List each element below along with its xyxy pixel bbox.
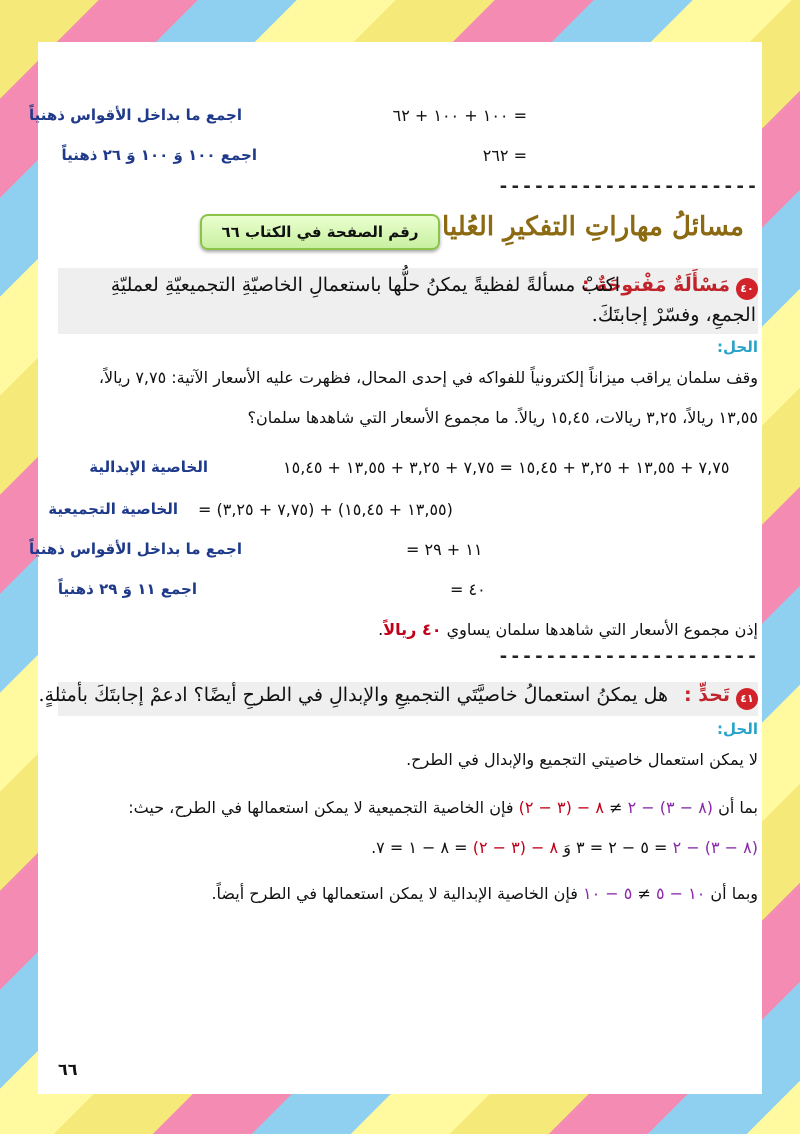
q41-text: هل يمكنُ استعمالُ خاصيَّتَي التجميعِ والإبدالِ في الطرحِ أيضًا؟ ادعمْ إجابتَكَ بأمثلةٍ.: [38, 684, 668, 706]
sol41-l3-b: = ٥ − ٢ = ٣ وَ: [563, 838, 668, 857]
solution-label-40: الحل:: [717, 338, 758, 356]
top-note-1: اجمع ما بداخل الأقواس ذهنياً: [28, 106, 242, 124]
q40-text-1: اكتبْ مسألةً لفظيةً يمكنُ حلُّها باستعمالِ الخاصيّةِ التجميعيّةِ لعمليّةِ: [110, 274, 620, 296]
sol41-l4-e: فإن الخاصية الإبدالية لا يمكن استعمالها في الطرح أيضاً.: [211, 884, 578, 903]
sol41-l2-b: (٨ − ٣) − ٢: [627, 798, 714, 817]
sol41-l2-c: ≠: [609, 798, 623, 817]
page-number: ٦٦: [58, 1060, 78, 1079]
sol41-line-1: لا يمكن استعمال خاصيتي التجميع والإبدال في الطرح.: [406, 750, 758, 769]
solution-label-41: الحل:: [717, 720, 758, 738]
top-expr-2: = ٢٦٢: [482, 146, 527, 165]
sol41-l2-d: ٨ − (٣ − ٢): [518, 798, 605, 817]
q41-number: ٤١: [736, 688, 758, 710]
book-page-box: رقم الصفحة في الكتاب ٦٦: [200, 214, 440, 250]
sol40-note-1: الخاصية الإبدالية: [89, 458, 208, 476]
sol40-note-3: اجمع ما بداخل الأقواس ذهنياً: [28, 540, 242, 558]
page-sheet: [28, 42, 762, 1094]
q40-label: مَسْأَلَةٌ مَفْتوحَةٌ :: [581, 274, 730, 296]
separator-1: ----------------------: [498, 176, 759, 197]
sol41-l3-a: (٨ − ٣) − ٢: [672, 838, 758, 857]
sol40-step-1: ٧,٧٥ + ١٣,٥٥ + ٣,٢٥ + ١٥,٤٥ = ٧,٧٥ + ٣,٢٥ + ١٣,٥٥ + ١٥,٤٥: [283, 458, 730, 477]
top-note-2: اجمع ١٠٠ وَ ١٠٠ وَ ٢٦ ذهنياً: [61, 146, 257, 164]
sol41-line-2: [128, 798, 758, 817]
sol40-conclusion: [378, 620, 758, 639]
sol40-para-2: ١٣,٥٥ ريالاً، ٣,٢٥ ريالات، ١٥,٤٥ ريالاً. ما مجموع الأسعار التي شاهدها سلمان؟: [247, 408, 758, 427]
sol40-note-4: اجمع ١١ وَ ٢٩ ذهنياً: [57, 580, 197, 598]
sol41-l4-a: وبما أن: [710, 884, 758, 903]
separator-2: ----------------------: [498, 646, 759, 667]
sol41-l2-e: فإن الخاصية التجميعية لا يمكن استعمالها في الطرح، حيث:: [128, 798, 514, 817]
sol40-conclusion-prefix: إذن مجموع الأسعار التي شاهدها سلمان يساوي: [446, 620, 758, 639]
sol40-step-3: = ١١ + ٢٩: [406, 540, 483, 559]
q40-text-2: الجمعِ، وفسّرْ إجابتَكَ.: [591, 304, 756, 326]
sol40-conclusion-value: ٤٠ ريالاً: [383, 620, 442, 639]
sol40-note-2: الخاصية التجميعية: [48, 500, 178, 518]
sol41-l4-d: ٥ − ١٠: [583, 884, 633, 903]
sol41-l2-a: بما أن: [718, 798, 758, 817]
sol41-l4-c: ≠: [637, 884, 651, 903]
sol41-line-3: [371, 838, 758, 857]
q40-number: ٤٠: [736, 278, 758, 300]
sol40-para-1: وقف سلمان يراقب ميزاناً إلكترونياً للفواكه في إحدى المحال، فظهرت عليه الأسعار الآتية: ٧,٧٥ ريالاً،: [98, 368, 758, 387]
sol40-conclusion-suffix: .: [378, 620, 384, 639]
sol41-line-4: [211, 884, 758, 903]
sol41-l4-b: ١٠ − ٥: [655, 884, 706, 903]
sol40-step-4: = ٤٠: [450, 580, 486, 599]
top-expr-1: = ١٠٠ + ١٠٠ + ٦٢: [392, 106, 527, 125]
sol41-l3-c: ٨ − (٣ − ٢): [472, 838, 559, 857]
sol40-step-2: = (٧,٧٥ + ٣,٢٥) + (١٣,٥٥ + ١٥,٤٥): [198, 500, 453, 519]
section-title: مسائلُ مهاراتِ التفكيرِ العُليا: [442, 212, 744, 242]
sol41-l3-d: = ٨ − ١ = ٧.: [371, 838, 468, 857]
q41-label: تَحدٍّ :: [683, 684, 730, 706]
